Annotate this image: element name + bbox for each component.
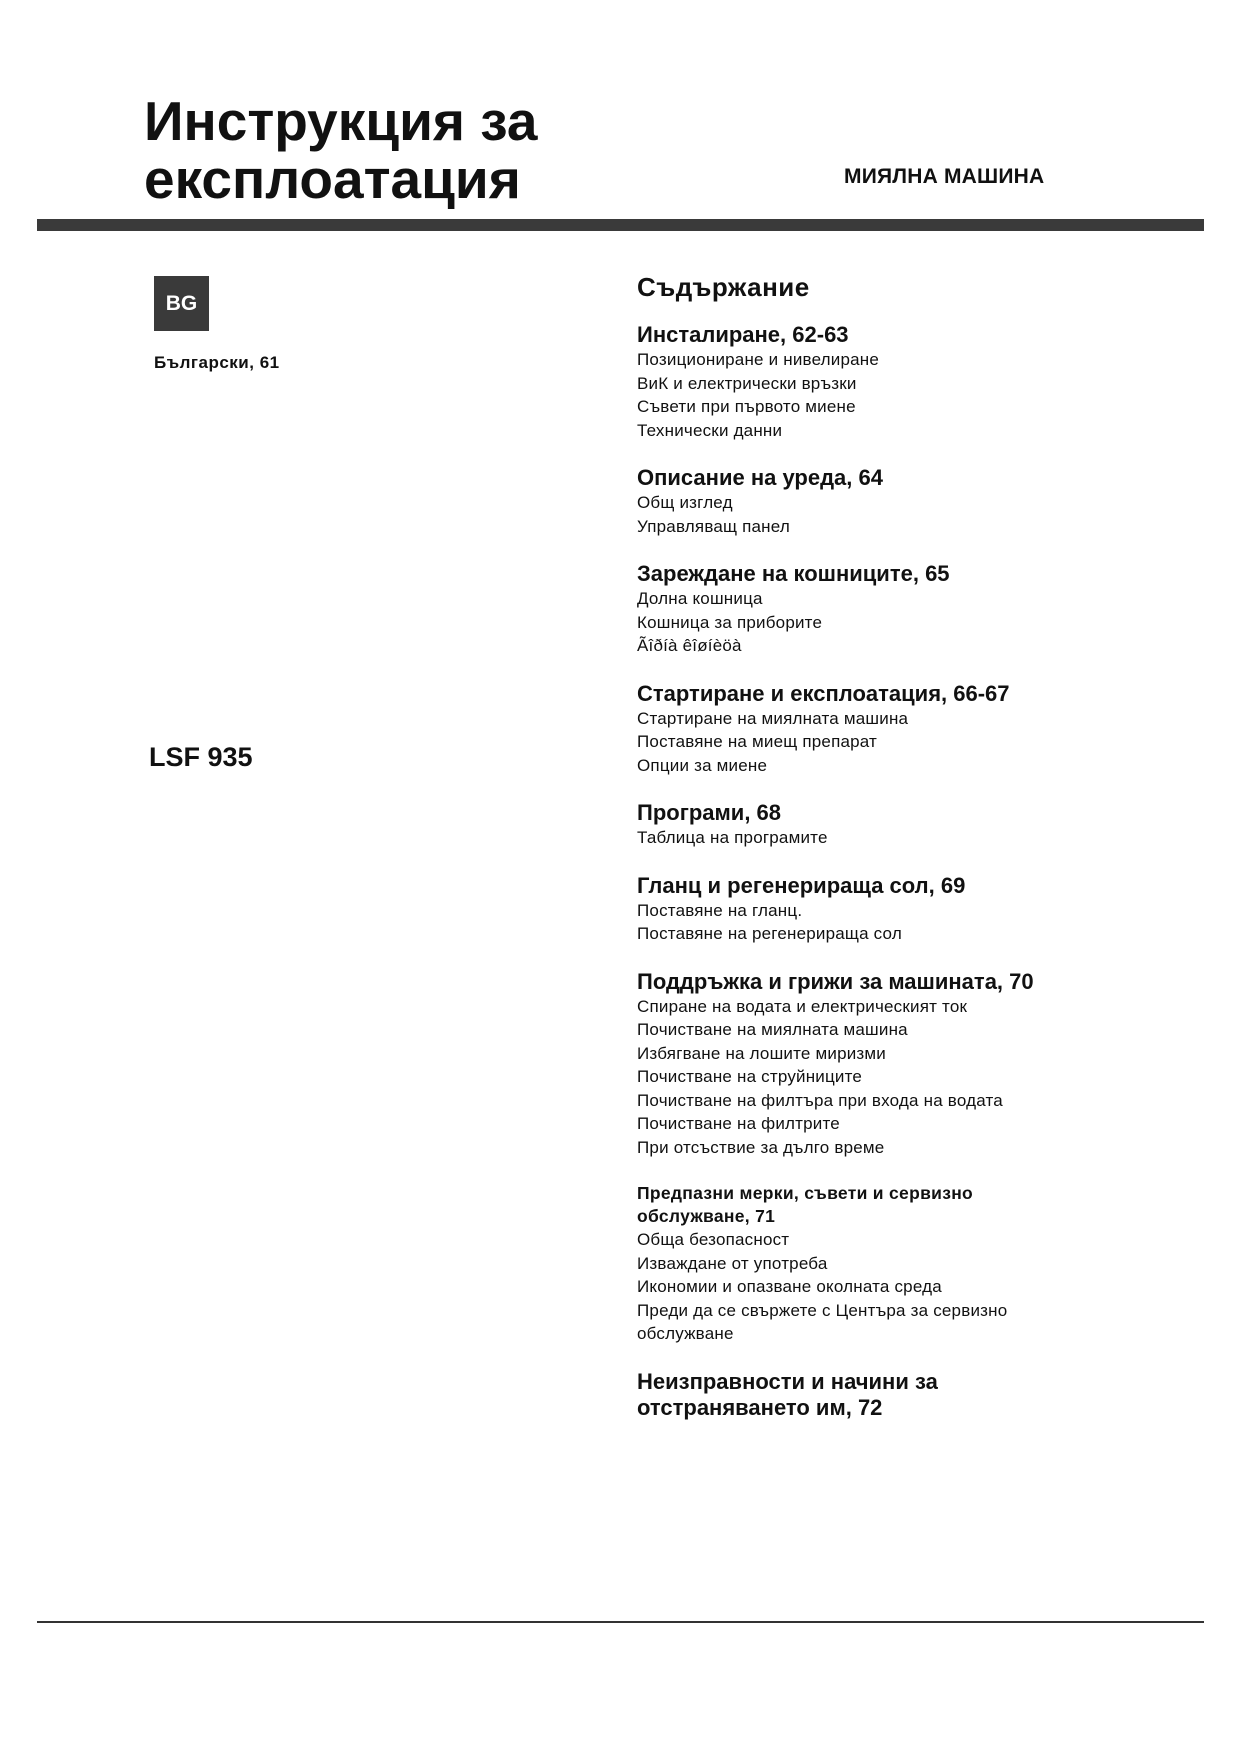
- toc-section-installation: [637, 322, 1087, 442]
- toc-item[interactable]: Съвети при първото миене: [637, 397, 856, 416]
- toc-item[interactable]: Почистване на филтъра при входа на водата: [637, 1090, 1003, 1110]
- title-line-1: Инструкция за: [144, 90, 538, 152]
- toc-section-title[interactable]: Зареждане на кошниците, 65: [637, 561, 950, 586]
- toc-section-start-and-use: [637, 681, 1087, 778]
- toc-item[interactable]: Изваждане от употреба: [637, 1253, 828, 1273]
- toc-section-title[interactable]: Описание на уреда, 64: [637, 465, 883, 490]
- model-number: LSF 935: [149, 742, 253, 772]
- toc-item[interactable]: Долна кошница: [637, 589, 763, 608]
- toc-section-precautions: [637, 1182, 1087, 1346]
- toc-section-title[interactable]: Неизправности и начини за отстраняването им, 72: [637, 1368, 938, 1420]
- toc-item[interactable]: Почистване на филтрите: [637, 1114, 840, 1133]
- toc-item[interactable]: Икономии и опазване околната среда: [637, 1277, 942, 1296]
- toc-item[interactable]: Стартиране на миялната машина: [637, 708, 909, 728]
- toc-item[interactable]: Почистване на струйниците: [637, 1067, 863, 1086]
- footer-divider: [37, 1621, 1204, 1623]
- toc-section-title[interactable]: Инсталиране, 62-63: [637, 322, 849, 347]
- toc-section-title[interactable]: Поддръжка и грижи за машината, 70: [637, 968, 1034, 994]
- toc-item[interactable]: Поставяне на регенерираща сол: [637, 924, 902, 943]
- toc-item[interactable]: Поставяне на гланц.: [637, 900, 803, 920]
- language-badge: BG: [154, 276, 209, 331]
- document-title: [144, 92, 537, 208]
- toc-section-maintenance: [637, 969, 1087, 1160]
- toc-item[interactable]: Опции за миене: [637, 755, 768, 775]
- toc-heading: Съдържание: [637, 272, 810, 302]
- toc-item[interactable]: Ãîðíà êîøíèöà: [637, 636, 742, 655]
- toc-item[interactable]: Обща безопасност: [637, 1230, 790, 1249]
- toc-section-rinse-aid-salt: [637, 873, 1087, 946]
- toc-item[interactable]: Позициониране и нивелиране: [637, 350, 880, 369]
- toc-section-title[interactable]: Програми, 68: [637, 800, 782, 825]
- toc-section-programs: [637, 800, 1087, 850]
- toc-item[interactable]: Почистване на миялната машина: [637, 1020, 908, 1039]
- toc-item[interactable]: Таблица на програмите: [637, 828, 828, 847]
- toc-item[interactable]: ВиК и електрически връзки: [637, 373, 857, 393]
- toc-item[interactable]: Управляващ панел: [637, 516, 790, 536]
- language-page-reference: Български, 61: [154, 353, 280, 372]
- toc-item[interactable]: Преди да се свържете с Центъра за сервизно обслужване: [637, 1300, 1008, 1343]
- toc-section-troubleshooting: [637, 1369, 1087, 1421]
- title-line-2: експлоатация: [144, 148, 521, 210]
- toc-item[interactable]: Поставяне на миещ препарат: [637, 732, 878, 751]
- toc-item[interactable]: При отсъствие за дълго време: [637, 1137, 885, 1157]
- toc-section-title[interactable]: Стартиране и експлоатация, 66-67: [637, 680, 1010, 706]
- toc-item[interactable]: Избягване на лошите миризми: [637, 1043, 887, 1063]
- toc-item[interactable]: Технически данни: [637, 420, 783, 440]
- product-type-label: МИЯЛНА МАШИНА: [844, 165, 1045, 188]
- table-of-contents: [637, 270, 1087, 1444]
- toc-item[interactable]: Кошница за приборите: [637, 612, 823, 632]
- toc-section-title[interactable]: Предпазни мерки, съвети и сервизно обслужване, 71: [637, 1183, 974, 1226]
- toc-item[interactable]: Спиране на водата и електрическият ток: [637, 996, 968, 1016]
- toc-section-description: [637, 465, 1087, 538]
- toc-item[interactable]: Общ изглед: [637, 493, 733, 512]
- header-divider: [37, 219, 1204, 231]
- toc-section-title[interactable]: Гланц и регенерираща сол, 69: [637, 872, 966, 898]
- toc-section-loading-racks: [637, 561, 1087, 658]
